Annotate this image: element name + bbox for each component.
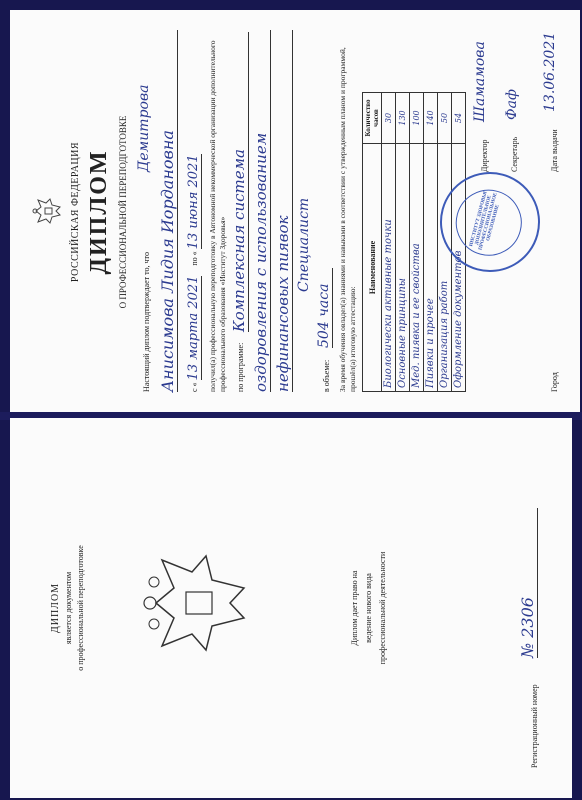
registration-number: № 2306	[518, 508, 538, 658]
table-cell-name: Организация работ	[438, 144, 452, 392]
table-cell-hours: 140	[424, 93, 438, 144]
table-cell-hours: 100	[410, 93, 424, 144]
table-cell-name: Основные принципы	[396, 144, 410, 392]
diploma-subtitle: О ПРОФЕССИОНАЛЬНОЙ ПЕРЕПОДГОТОВКЕ	[118, 115, 128, 309]
program-label: по программе:	[236, 342, 245, 392]
period-to-prefix: по «	[190, 251, 199, 266]
table-row	[382, 93, 396, 392]
date-to: 13 июня 2021	[186, 154, 201, 250]
diploma-left-page	[10, 418, 572, 798]
diploma-inner-page	[10, 10, 580, 412]
russian-eagle-emblem-icon	[32, 196, 66, 226]
rights-line-1: Диплом дает право на	[350, 570, 359, 646]
table-cell-name: Оформление документов	[452, 144, 466, 392]
left-page-title: ДИПЛОМ	[50, 582, 61, 634]
issue-date: 13.06.2021	[542, 31, 558, 112]
program-line-3: нефинансовых пиявок	[274, 30, 293, 392]
rights-line-2: ведение нового вида	[364, 573, 373, 643]
table-cell-hours: 54	[452, 93, 466, 144]
table-cell-hours: 130	[396, 93, 410, 144]
intro-text: Настоящий диплом подтверждает то, что	[142, 252, 151, 392]
period-row	[186, 30, 201, 392]
table-cell-name: Биологически активные точки	[382, 144, 396, 392]
russian-eagle-emblem-large-icon	[140, 548, 260, 658]
knowledge-text: За время обучения овладел(а) знаниями и навыками в соответствии с утвержденным планом и программой, прошёл(а) итоговую аттестацию:	[338, 47, 357, 392]
director-label: Директор	[480, 139, 489, 172]
table-row	[424, 93, 438, 392]
table-cell-name: Мед. пиявка и ее свойства	[410, 144, 424, 392]
issue-date-label: Дата выдачи	[550, 129, 559, 172]
table-header-hours: Количество часов	[363, 93, 382, 144]
left-page-line-3: о профессиональной переподготовке	[76, 545, 85, 671]
rights-line-3: профессиональной деятельности	[378, 551, 387, 665]
diploma-title: ДИПЛОМ	[86, 149, 112, 275]
hours-label: в объеме:	[322, 359, 331, 392]
program-line-2: оздоровления с использованием	[252, 30, 271, 392]
secretary-signature: Фаф	[504, 89, 520, 120]
hours-value: 504 часа	[316, 268, 333, 348]
registration-label: Регистрационный номер	[530, 684, 539, 768]
director-signature: Шамамова	[472, 41, 488, 122]
date-from: 13 марта 2021	[186, 275, 201, 381]
table-row	[410, 93, 424, 392]
seal-text: ИНСТИТУТ ЗДОРОВЬЯ ДОПОЛНИТЕЛЬНОЕ ПРОФЕССИОНАЛЬНОЕ ОБРАЗОВАНИЕ	[469, 190, 501, 251]
left-page-line-2: является документом	[64, 571, 73, 645]
hand-fragment: Демитрова	[136, 84, 152, 172]
period-from-prefix: с «	[190, 382, 199, 392]
table-cell-hours: 50	[438, 93, 452, 144]
organization-text: получил(а) профессиональную переподготовку в Автономной некоммерческой организации дополнительного профессионального образования «Институт Здоровья»	[208, 40, 227, 392]
table-cell-name: Пиявки и прочее	[424, 144, 438, 392]
program-line-1: Комплексная система	[230, 32, 249, 332]
country-label: РОССИЙСКАЯ ФЕДЕРАЦИЯ	[70, 141, 81, 283]
table-header-name: Наименование	[363, 144, 382, 392]
qualification: Специалист	[296, 197, 312, 292]
secretary-label: Секретарь	[510, 136, 519, 172]
city-label: Город	[550, 372, 559, 392]
table-cell-hours: 30	[382, 93, 396, 144]
table-row	[396, 93, 410, 392]
graduate-name: Анисимова Лидия Иордановна	[158, 30, 178, 392]
